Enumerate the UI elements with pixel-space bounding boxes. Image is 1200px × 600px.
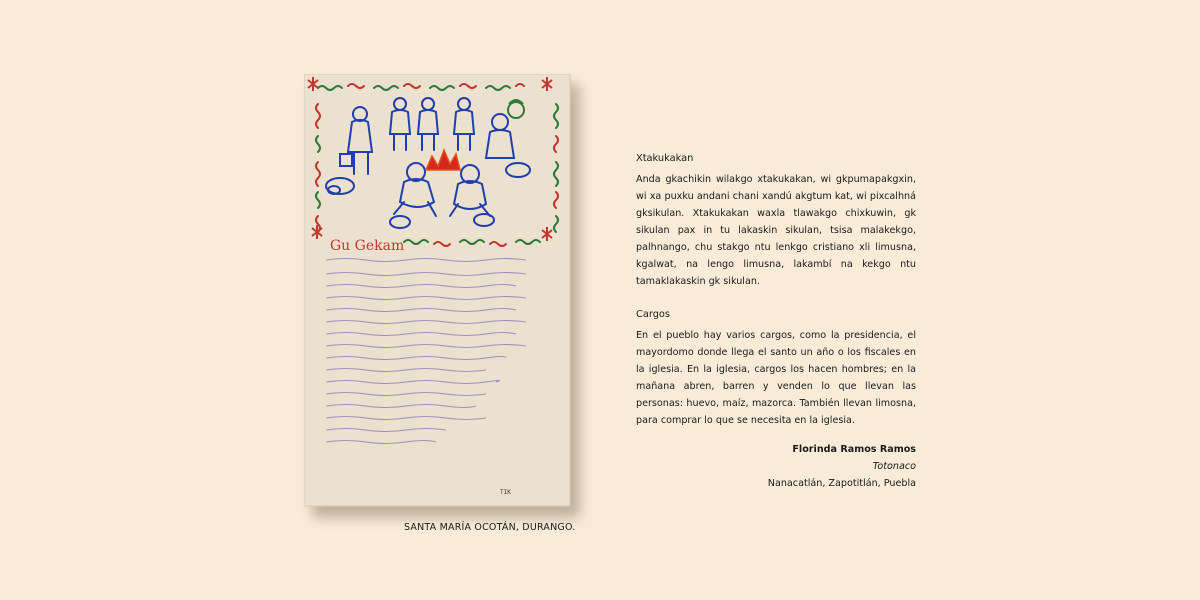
drawing-artwork: [304, 74, 580, 514]
text-column: [636, 150, 916, 492]
author-name: Florinda Ramos Ramos: [792, 444, 916, 455]
drawing-signature: TIK: [500, 489, 511, 496]
drawing-title: Gu Gekam: [330, 238, 405, 254]
author-ethnicity: Totonaco: [872, 461, 916, 472]
paper-sheet: [304, 74, 570, 506]
paragraph-totonaco: Anda gkachikin wilakgo xtakukakan, wi gkpumapakgxin, wi xa puxku andani chani xandú akgtum kat, wi pixcalhná gksikulan. Xtakukakan waxla tlawakgo chixkuwin, gk sikulan pax in tu lakaskin sikulan, tsisa malakekgo, palhnango, chu stakgo ntu lenkgo cristiano xli limusna, kgalwat, na lengo limusna, lakambí na kekgo ntu tamaklakaskin gk sikulan.: [636, 174, 916, 287]
drawing-image: [304, 74, 574, 510]
section-title-cargos: Cargos: [636, 309, 671, 320]
artwork-caption: SANTA MARÍA OCOTÁN, DURANGO.: [404, 522, 576, 533]
paragraph-spanish: En el pueblo hay varios cargos, como la presidencia, el mayordomo donde llega el santo un año o los fiscales en la iglesia. En la iglesia, cargos los hacen hombres; en la mañana abren, barren y venden lo que llevan las personas: huevo, maíz, mazorca. También llevan limosna, para comprar lo que se necesita en la iglesia.: [636, 330, 916, 426]
author-block: [636, 441, 916, 492]
author-place: Nanacatlán, Zapotitlán, Puebla: [767, 478, 916, 489]
section-title-xtakukakan: Xtakukakan: [636, 153, 694, 164]
